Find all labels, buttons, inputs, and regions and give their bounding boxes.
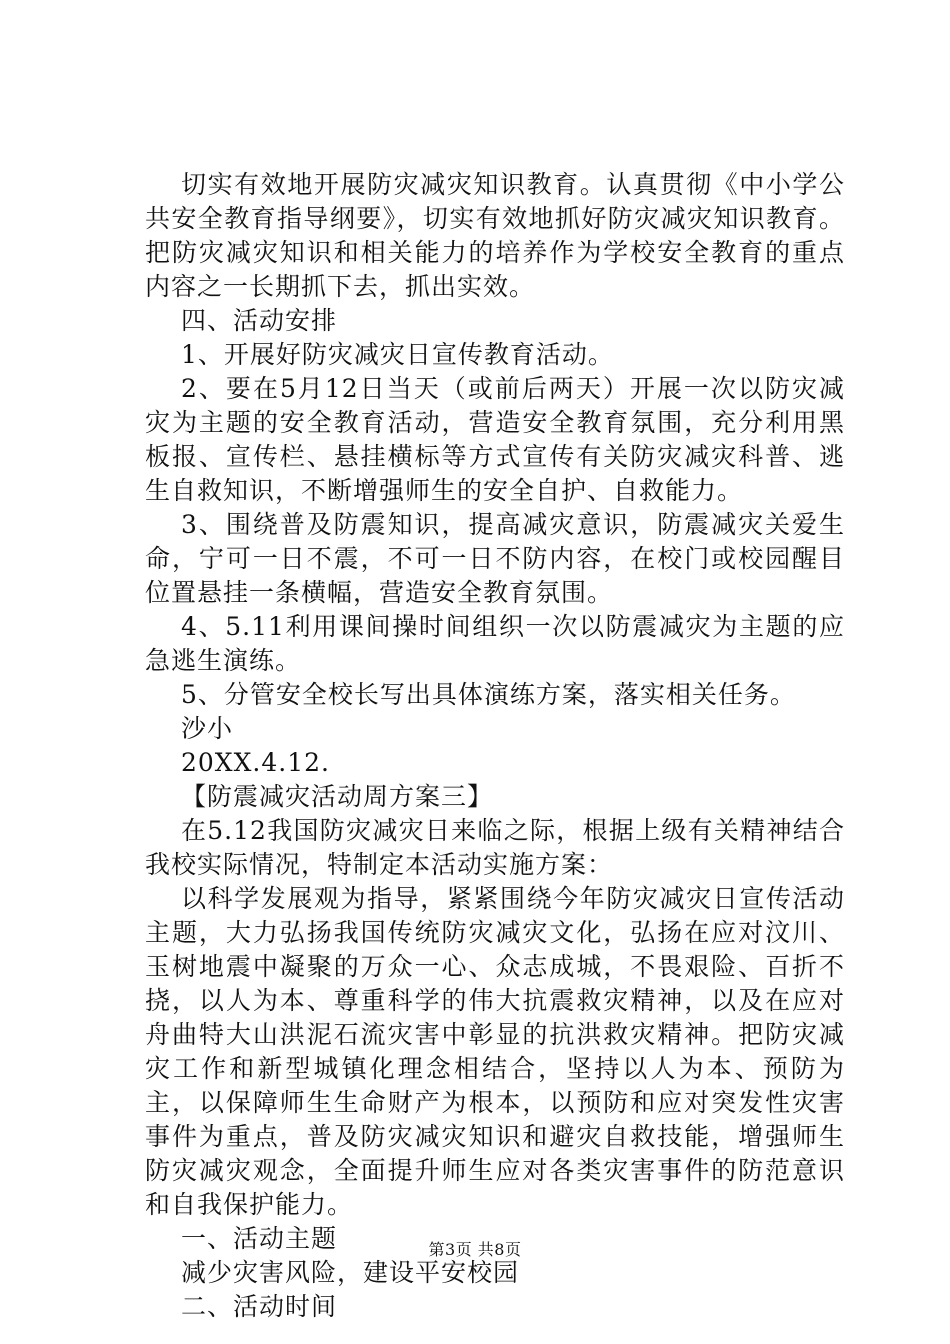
activity-theme-text: 减少灾害风险，建设平安校园 [181, 1258, 520, 1287]
heading-activity-time: 二、活动时间 [181, 1292, 338, 1321]
heading-activity-theme: 一、活动主题 [181, 1224, 338, 1253]
paragraph-guiding-idea: 以科学发展观为指导，紧紧围绕今年防灾减灾日宣传活动主题，大力弘扬我国传统防灾减灾文化，弘扬在应对汶川、玉树地震中凝聚的万众一心、众志成城，不畏艰险、百折不挠，以人为本、尊重科学的伟大抗震救灾精神，以及在应对舟曲特大山洪泥石流灾害中彰显的抗洪救灾精神。把防灾减灾工作和新型城镇化理念相结合，坚持以人为本、预防为主，以保障师生生命财产为根本，以预防和应对突发性灾害事件为重点，普及防灾减灾知识和避灾自救技能，增强师生防灾减灾观念，全面提升师生应对各类灾害事件的防范意识和自我保护能力。 [145, 884, 845, 1219]
item-1: 1、开展好防灾减灾日宣传教育活动。 [181, 340, 614, 369]
paragraph-intro: 在5.12我国防灾减灾日来临之际，根据上级有关精神结合我校实际情况，特制定本活动实施方案： [145, 816, 845, 879]
signature-date: 20XX.4.12. [181, 748, 330, 777]
item-5: 5、分管安全校长写出具体演练方案，落实相关任务。 [181, 680, 796, 709]
document-body [145, 168, 845, 1324]
item-4: 4、5.11利用课间操时间组织一次以防震减灾为主题的应急逃生演练。 [145, 612, 845, 675]
paragraph-education: 切实有效地开展防灾减灾知识教育。认真贯彻《中小学公共安全教育指导纲要》，切实有效地抓好防灾减灾知识教育。把防灾减灾知识和相关能力的培养作为学校安全教育的重点内容之一长期抓下去，抓出实效。 [145, 170, 845, 301]
heading-activity-arrangement: 四、活动安排 [181, 306, 338, 335]
item-3: 3、围绕普及防震知识，提高减灾意识，防震减灾关爱生命，宁可一日不震，不可一日不防内容，在校门或校园醒目位置悬挂一条横幅，营造安全教育氛围。 [145, 510, 845, 607]
item-2: 2、要在5月12日当天（或前后两天）开展一次以防灾减灾为主题的安全教育活动，营造安全教育氛围，充分利用黑板报、宣传栏、悬挂横标等方式宣传有关防灾减灾科普、逃生自救知识，不断增强师生的安全自护、自救能力。 [145, 374, 845, 505]
signature-school: 沙小 [181, 714, 234, 743]
page-number-footer: 第3页 共8页 [428, 1240, 522, 1259]
section-title-plan-three: 【防震减灾活动周方案三】 [181, 782, 494, 811]
